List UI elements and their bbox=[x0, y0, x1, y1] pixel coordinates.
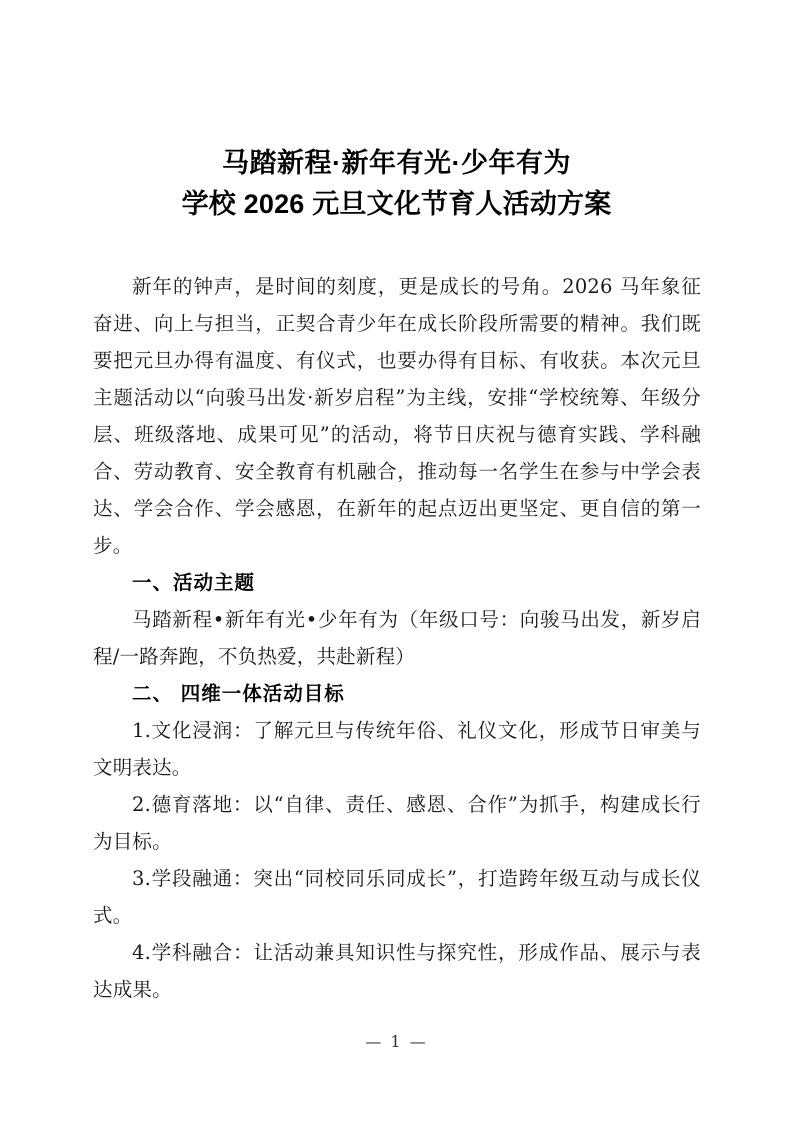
title-line-secondary: 学校 2026 元旦文化节育人活动方案 bbox=[181, 189, 612, 219]
page-number-footer: — 1 — bbox=[365, 1032, 428, 1051]
document-body bbox=[93, 268, 701, 1008]
section-heading-activity-goals: 二、 四维一体活动目标 bbox=[132, 682, 345, 705]
section-heading-activity-theme: 一、活动主题 bbox=[132, 571, 256, 594]
goal-item-subject-integration: 4.学科融合：让活动兼具知识性与探究性，形成作品、展示与表达成果。 bbox=[93, 941, 701, 1001]
intro-paragraph: 新年的钟声，是时间的刻度，更是成长的号角。2026 马年象征奋进、向上与担当，正契合青少年在成长阶段所需要的精神。我们既要把元旦办得有温度、有仪式，也要办得有目标、有收获。本次元旦主题活动以“向骏马出发·新岁启程”为主线，安排“学校统筹、年级分层、班级落地、成果可见”的活动，将节日庆祝与德育实践、学科融合、劳动教育、安全教育有机融合，推动每一名学生在参与中学会表达、学会合作、学会感恩，在新年的起点迈出更坚定、更自信的第一步。 bbox=[93, 275, 701, 557]
goal-item-cultural: 1.文化浸润：了解元旦与传统年俗、礼仪文化，形成节日审美与文明表达。 bbox=[93, 719, 701, 779]
section-body-activity-theme: 马踏新程•新年有光•少年有为（年级口号：向骏马出发，新岁启程/一路奔跑，不负热爱，共赴新程） bbox=[93, 608, 701, 668]
title-line-primary: 马踏新程·新年有光·少年有为 bbox=[222, 148, 571, 178]
goal-item-cross-grade: 3.学段融通：突出“同校同乐同成长”，打造跨年级互动与成长仪式。 bbox=[93, 867, 701, 927]
goal-item-moral: 2.德育落地：以“自律、责任、感恩、合作”为抓手，构建成长行为目标。 bbox=[93, 793, 701, 853]
page-title bbox=[93, 143, 700, 225]
